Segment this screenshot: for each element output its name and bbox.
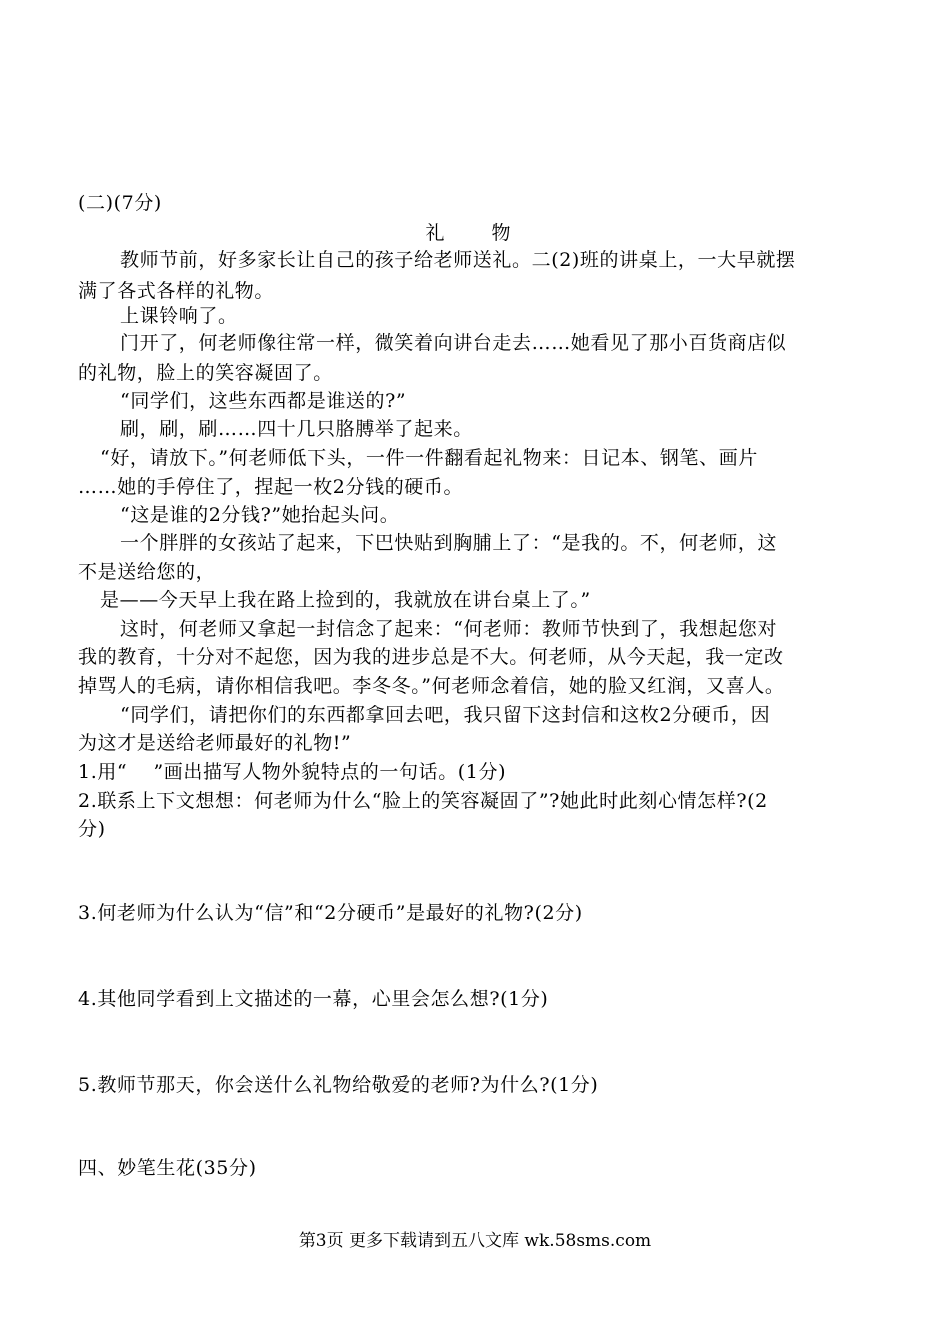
story-line: 掉骂人的毛病，请你相信我吧。李冬冬。”何老师念着信，她的脸又红润，又喜人。 (78, 675, 785, 697)
story-line: 我的教育，十分对不起您，因为我的进步总是不大。何老师，从今天起，我一定改 (78, 646, 784, 668)
story-line: 一个胖胖的女孩站了起来，下巴快贴到胸脯上了：“是我的。不，何老师，这 (120, 532, 778, 554)
story-title: 礼 物 (425, 222, 525, 244)
section-header: (二)(7分) (78, 192, 162, 214)
story-line: “这是谁的2分钱?”她抬起头问。 (120, 504, 400, 526)
story-line: 门开了，何老师像往常一样，微笑着向讲台走去……她看见了那小百货商店似 (120, 332, 787, 354)
story-line: 刷，刷，刷……四十几只胳膊举了起来。 (120, 418, 473, 440)
story-line: 教师节前，好多家长让自己的孩子给老师送礼。二(2)班的讲桌上，一大早就摆 (120, 249, 796, 271)
story-line: ……她的手停住了，捏起一枚2分钱的硬币。 (78, 476, 464, 498)
story-line: 的礼物，脸上的笑容凝固了。 (78, 362, 333, 384)
question-4: 4.其他同学看到上文描述的一幕，心里会怎么想?(1分) (78, 988, 549, 1010)
page-footer: 第3页 更多下载请到五八文库 wk.58sms.com (298, 1231, 652, 1251)
story-line: “同学们，这些东西都是谁送的?” (120, 390, 407, 412)
question-3: 3.何老师为什么认为“信”和“2分硬币”是最好的礼物?(2分) (78, 902, 583, 924)
question-2: 2.联系上下文想想：何老师为什么“脸上的笑容凝固了”?她此时此刻心情怎样?(2 (78, 790, 768, 812)
story-line: “好，请放下。”何老师低下头，一件一件翻看起礼物来：日记本、钢笔、画片 (100, 447, 758, 469)
story-line: 满了各式各样的礼物。 (78, 280, 275, 302)
story-line: 是——今天早上我在路上捡到的，我就放在讲台桌上了。” (100, 589, 591, 611)
story-line: 这时，何老师又拿起一封信念了起来：“何老师：教师节快到了，我想起您对 (120, 618, 778, 640)
story-line: 上课铃响了。 (120, 305, 238, 327)
story-line: 为这才是送给老师最好的礼物!” (78, 732, 352, 754)
question-2-continued: 分) (78, 818, 106, 840)
question-5: 5.教师节那天，你会送什么礼物给敬爱的老师?为什么?(1分) (78, 1074, 599, 1096)
question-1: 1.用“ ”画出描写人物外貌特点的一句话。(1分) (78, 761, 507, 783)
story-line: 不是送给您的， (78, 561, 216, 583)
story-line: “同学们，请把你们的东西都拿回去吧，我只留下这封信和这枚2分硬币，因 (120, 704, 771, 726)
next-section-header: 四、妙笔生花(35分) (78, 1157, 257, 1179)
